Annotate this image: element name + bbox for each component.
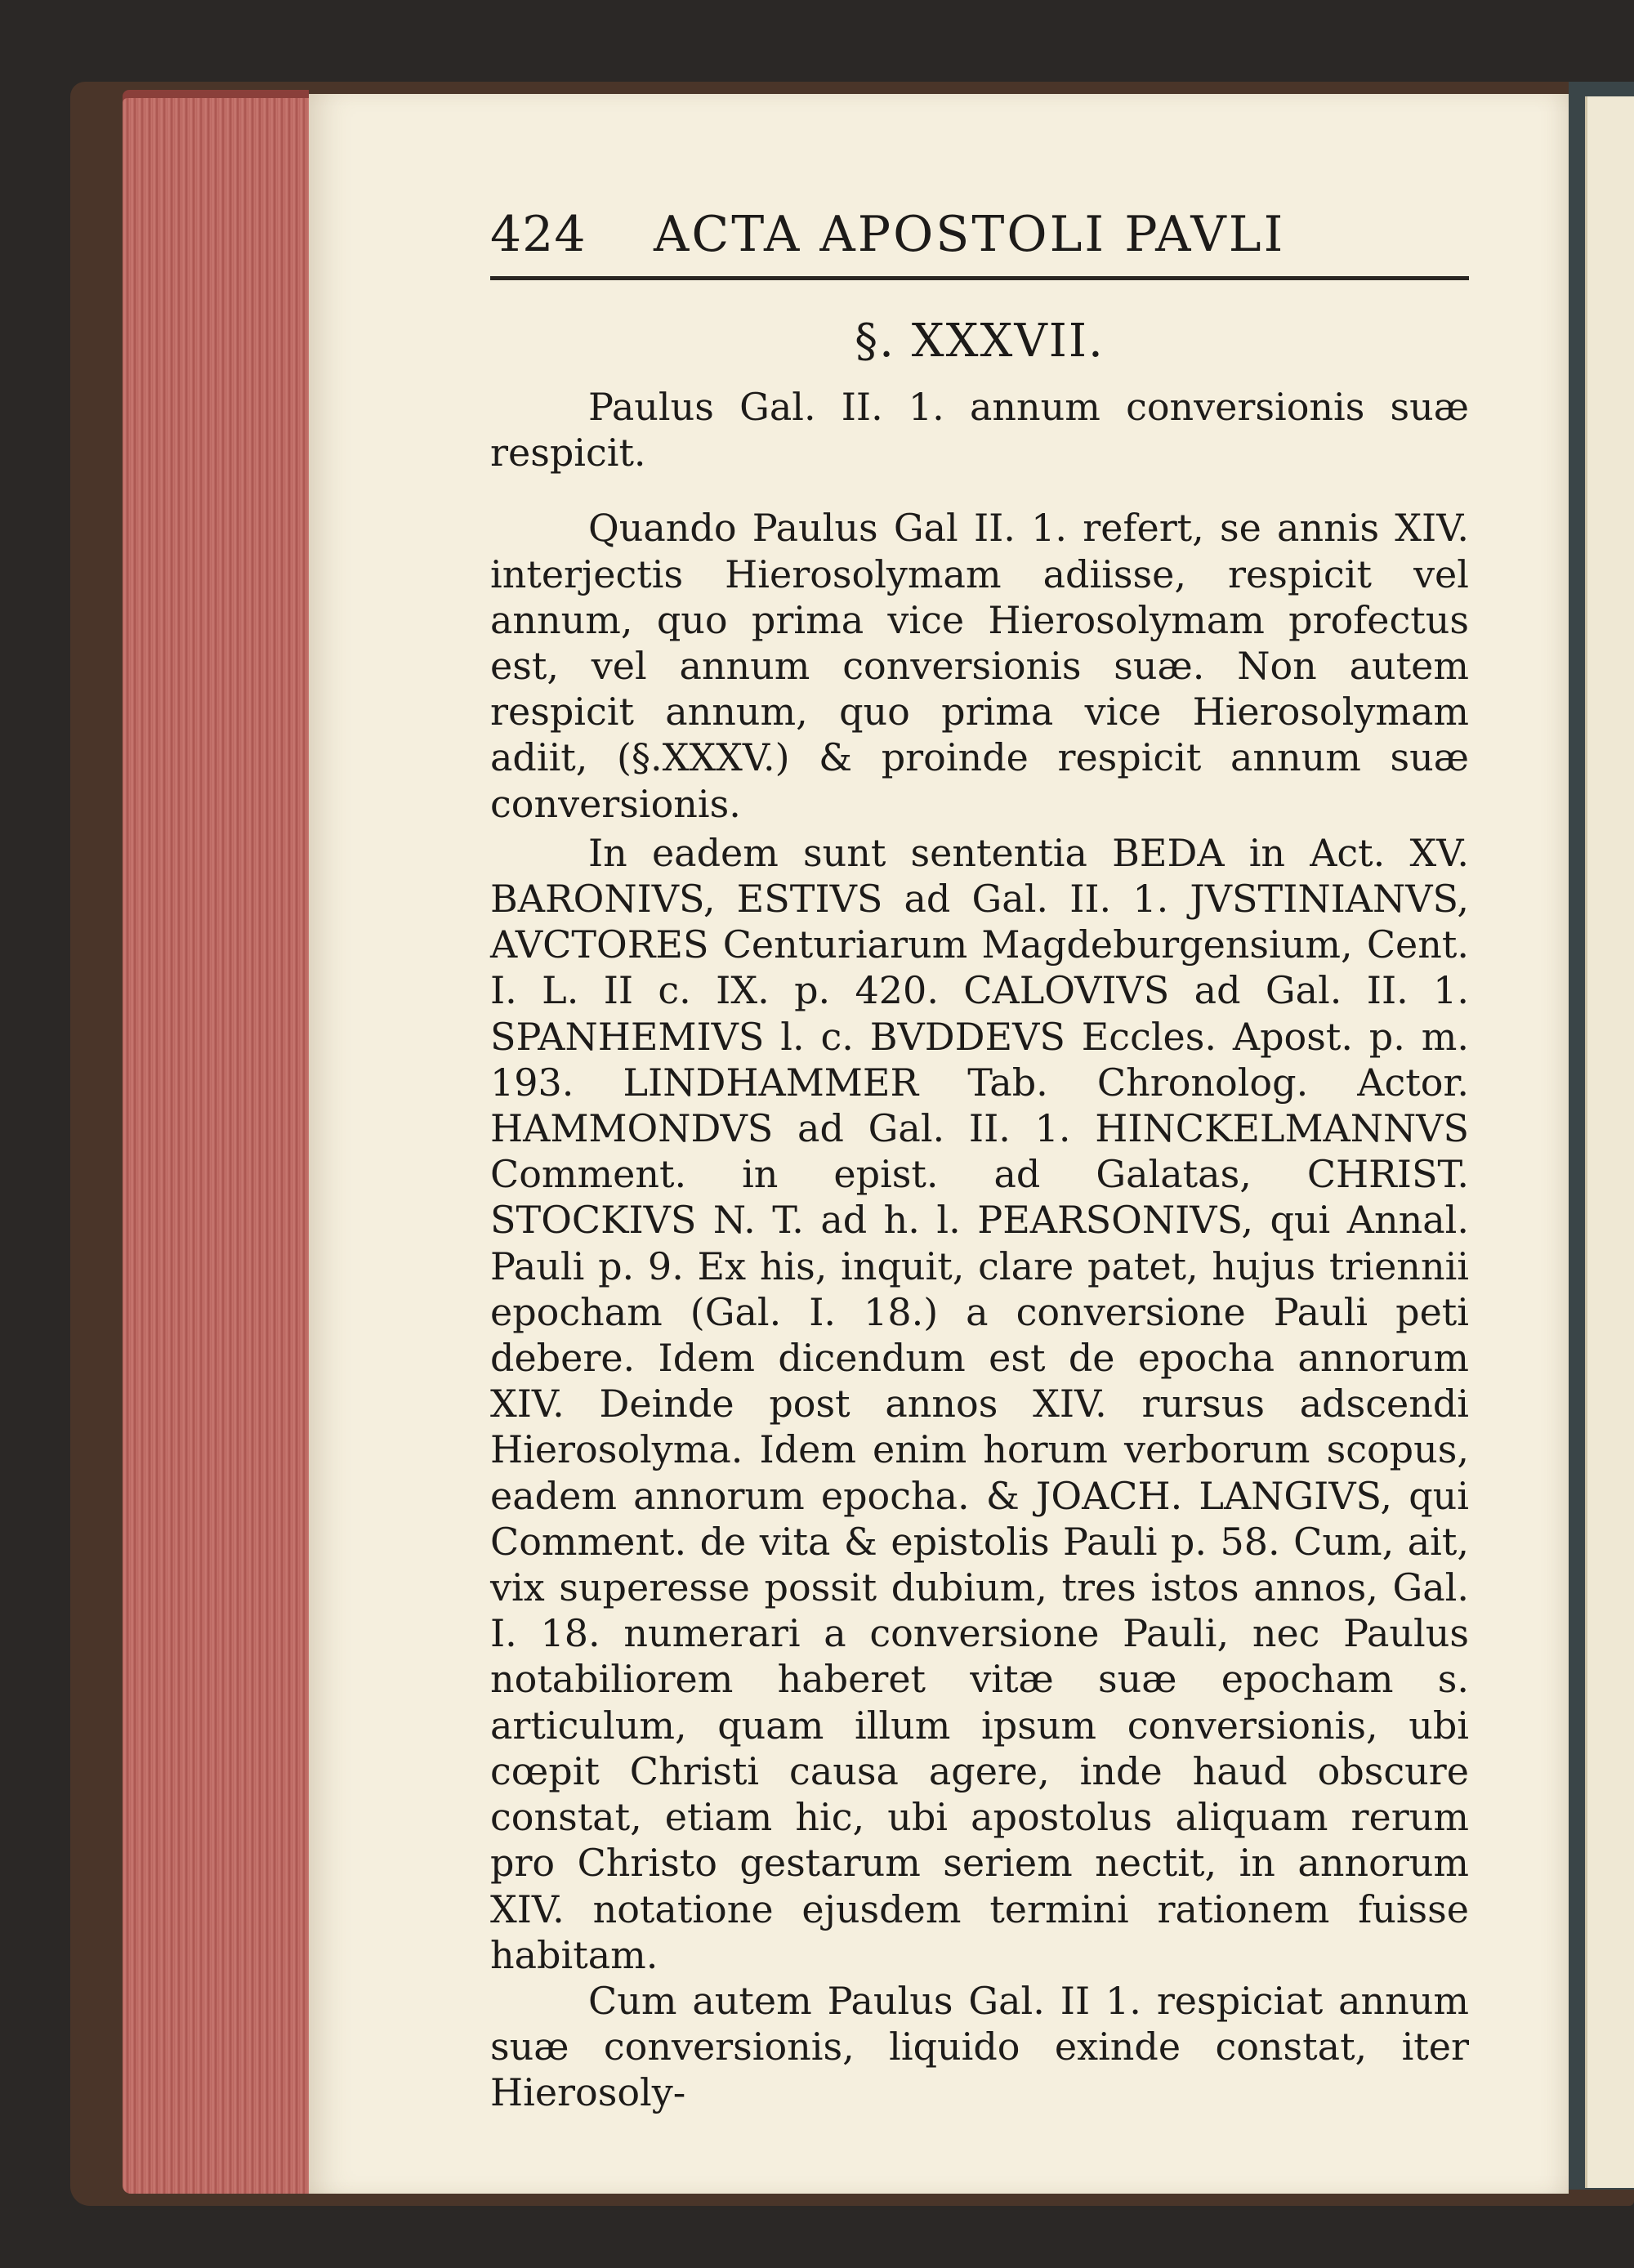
body-text xyxy=(490,384,1469,2116)
header-rule xyxy=(490,276,1469,280)
paragraph-in-eadem: In eadem sunt sententia BEDA in Act. XV. BARONIVS, ESTIVS ad Gal. II. 1. JVSTINIANVS, AVCTORES Centuriarum Magdeburgensium, Cent. I. L. II c. IX. p. 420. CALOVIVS ad Gal. II. 1. SPANHEMIVS l. c. BVDDEVS Eccles. Apost. p. m. 193. LINDHAMMER Tab. Chronolog. Actor. HAMMONDVS ad Gal. II. 1. HINCKELMANNVS Comment. in epist. ad Galatas, CHRIST. STOCKIVS N. T. ad h. l. PEARSONIVS, qui Annal. Pauli p. 9. Ex his, inquit, clare patet, hujus triennii epocham (Gal. I. 18.) a conversione Pauli peti debere. Idem dicendum est de epocha annorum XIV. Deinde post annos XIV. rursus adscendi Hierosolyma. Idem enim horum verborum scopus, eadem annorum epocha. & JOACH. LANGIVS, qui Comment. de vita & epistolis Pauli p. 58. Cum, ait, vix superesse possit dubium, tres istos annos, Gal. I. 18. numerari a conversione Pauli, nec Paulus notabiliorem haberet vitæ suæ epocham s. articulum, quam illum ipsum conversionis, ubi cœpit Christi causa agere, inde haud obscure constat, etiam hic, ubi apostolus aliquam rerum pro Christo gestarum seriem nectit, in annorum XIV. notatione ejusdem termini rationem fuisse habitam. xyxy=(490,830,1469,1977)
page-number: 424 xyxy=(490,206,587,263)
paragraph-quando: Quando Paulus Gal II. 1. refert, se annis XIV. interjectis Hierosolymam adiisse, respicit vel annum, quo prima vice Hierosolymam profectus est, vel annum conversionis suæ. Non autem respicit annum, quo prima vice Hierosolymam adiit, (§.XXXV.) & proinde respicit annum suæ conversionis. xyxy=(490,506,1469,826)
running-head: ACTA APOSTOLI PAVLI xyxy=(654,206,1286,263)
facing-page-edge xyxy=(1585,96,1634,2188)
paragraph-summary: Paulus Gal. II. 1. annum conversionis suæ respicit. xyxy=(490,385,1469,475)
page-edges xyxy=(123,98,309,2194)
page-header xyxy=(490,206,1469,271)
paragraph-cum-autem: Cum autem Paulus Gal. II 1. respiciat annum suæ conversionis, liquido exinde constat, iter Hierosoly- xyxy=(490,1978,1469,2115)
section-title: §. XXXVII. xyxy=(855,315,1105,368)
